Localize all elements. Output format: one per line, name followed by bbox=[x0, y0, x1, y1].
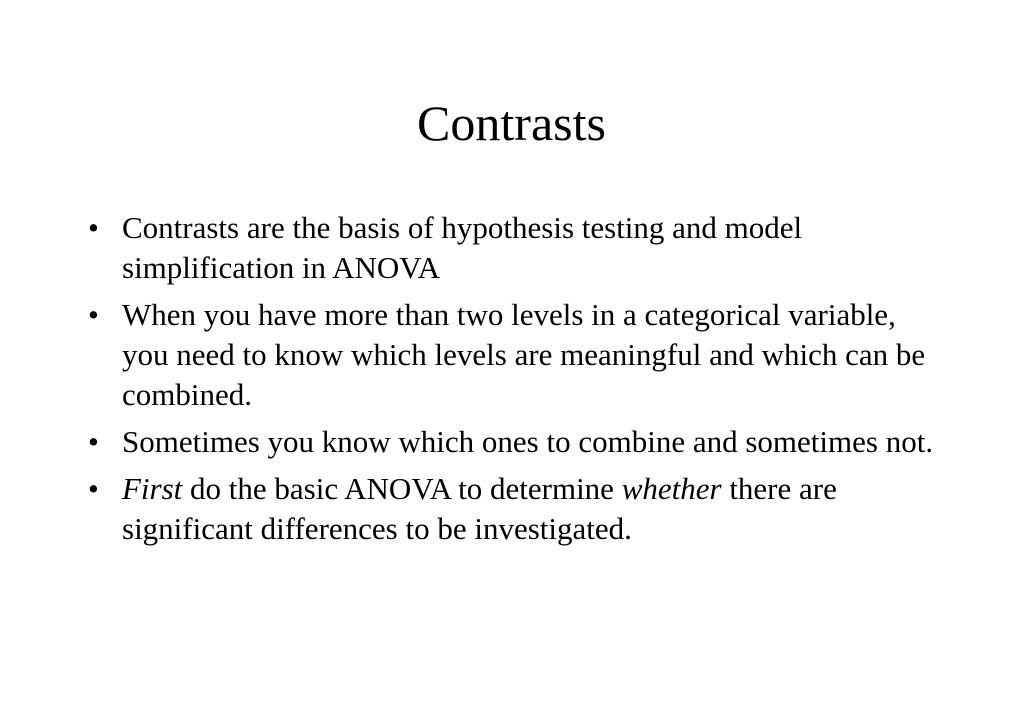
bullet-text-2: When you have more than two levels in a categorical variable, you need to know which levels are meaningful and which can be combined. bbox=[122, 297, 926, 412]
bullet-text-4 bbox=[122, 471, 837, 546]
bullet-item-4 bbox=[88, 469, 948, 549]
bullet-text-1: Contrasts are the basis of hypothesis testing and model simplification in ANOVA bbox=[122, 210, 803, 285]
emphasis-whether: whether bbox=[621, 471, 722, 506]
bullet-item-1 bbox=[88, 208, 948, 288]
bullet-icon: • bbox=[88, 471, 99, 506]
emphasis-first: First bbox=[122, 471, 183, 506]
bullet-text-3: Sometimes you know which ones to combine and sometimes not. bbox=[122, 424, 934, 459]
slide-title: Contrasts bbox=[417, 95, 606, 151]
bullet-icon: • bbox=[88, 424, 99, 459]
bullet-item-2 bbox=[88, 295, 948, 415]
bullet-text-4-segment-1: do the basic ANOVA to determine bbox=[182, 471, 622, 506]
bullet-icon: • bbox=[88, 297, 99, 332]
bullet-icon: • bbox=[88, 210, 99, 245]
bullet-text-4-segment-2: there are significant differences to be investigated. bbox=[122, 471, 837, 546]
bullet-item-3 bbox=[88, 422, 948, 462]
bullet-list bbox=[88, 208, 948, 556]
